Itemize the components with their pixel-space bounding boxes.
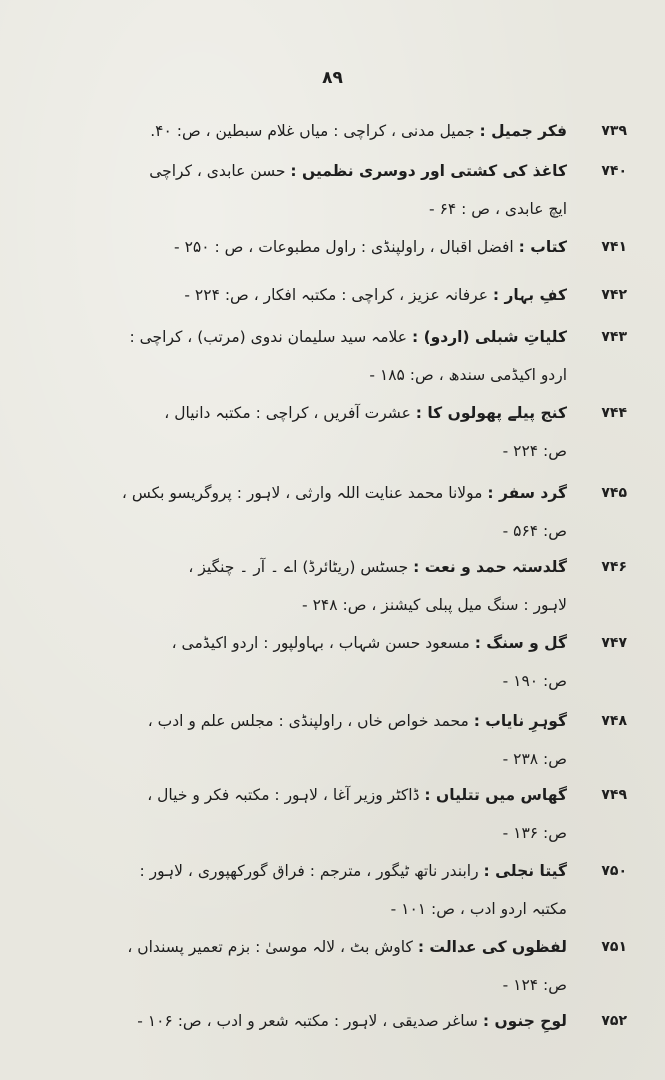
entry-line xyxy=(52,318,567,356)
entry-line xyxy=(52,776,567,814)
entry-continuation: ص: ۱۹۰ - xyxy=(502,672,567,690)
entry-details: رابندر ناتھ ٹیگور ، مترجم : فراق گورکھپوری ، لاہور : xyxy=(139,862,484,880)
entry-title: لفظوں کی عدالت : xyxy=(417,938,567,956)
entry-title: گوہرِ نایاب : xyxy=(473,712,567,730)
entry-title: کلیاتِ شبلی (اردو) : xyxy=(411,328,567,346)
entry-details: مسعود حسن شہاب ، بہاولپور : اردو اکیڈمی ، xyxy=(171,634,475,652)
entry-number: ۷۵۲ xyxy=(601,1013,627,1029)
entry-number: ۷۴۰ xyxy=(601,163,627,179)
entry-details: حسن عابدی ، کراچی xyxy=(149,162,291,180)
entry-continuation: ص: ۱۳۶ - xyxy=(502,824,567,842)
entry-details: ساغر صدیقی ، لاہور : مکتبہ شعر و ادب ، ص: ۱۰۶ - xyxy=(137,1012,483,1030)
entry-number: ۷۴۹ xyxy=(601,787,627,803)
entry-title: گل و سنگ : xyxy=(474,634,567,652)
entry-title: کتاب : xyxy=(518,238,567,256)
entry-line xyxy=(52,228,567,266)
entry-title: گیتا نجلی : xyxy=(483,862,567,880)
entry-title: گرد سفر : xyxy=(487,484,567,502)
entry-details: عرفانہ عزیز ، کراچی : مکتبہ افکار ، ص: ۲۲۴ - xyxy=(184,286,493,304)
entry-number: ۷۵۱ xyxy=(601,939,627,955)
entry-number: ۷۵۰ xyxy=(601,863,627,879)
entry-number: ۷۴۷ xyxy=(601,635,627,651)
entry-number: ۷۴۱ xyxy=(601,239,627,255)
entry-continuation: ص: ۲۲۴ - xyxy=(502,442,567,460)
entry-line xyxy=(52,928,567,966)
entry-details: جسٹس (ریٹائرڈ) اے ۔ آر ۔ چنگیز ، xyxy=(188,558,414,576)
entry-details: کاوش بٹ ، لالہ موسیٰ : بزم تعمیر پسنداں ، xyxy=(127,938,418,956)
entry-line xyxy=(52,624,567,662)
entry-details: مولانا محمد عنایت اللہ وارثی ، لاہور : پروگریسو بکس ، xyxy=(121,484,488,502)
page-number: ۸۹ xyxy=(322,68,343,88)
entry-number: ۷۴۵ xyxy=(601,485,627,501)
entry-title: کاغذ کی کشتی اور دوسری نظمیں : xyxy=(290,162,567,180)
entry-continuation: مکتبہ اردو ادب ، ص: ۱۰۱ - xyxy=(390,900,567,918)
entry-details: افضل اقبال ، راولپنڈی : راول مطبوعات ، ص : ۲۵۰ - xyxy=(174,238,519,256)
entry-details: عشرت آفریں ، کراچی : مکتبہ دانیال ، xyxy=(164,404,416,422)
entry-continuation: ایچ عابدی ، ص : ۶۴ - xyxy=(429,200,567,218)
entry-details: محمد خواص خاں ، راولپنڈی : مجلس علم و ادب ، xyxy=(147,712,474,730)
entry-line xyxy=(52,548,567,586)
entry-line xyxy=(52,112,567,150)
entry-title: لوحِ جنوں : xyxy=(482,1012,567,1030)
entry-number: ۷۳۹ xyxy=(601,123,627,139)
entry-details: علامہ سید سلیمان ندوی (مرتب) ، کراچی : xyxy=(129,328,412,346)
entry-title: کفِ بہار : xyxy=(492,286,567,304)
entry-title: گھاس میں تتلیاں : xyxy=(424,786,567,804)
entry-number: ۷۴۸ xyxy=(601,713,627,729)
entry-line xyxy=(52,852,567,890)
entry-continuation: ص: ۵۶۴ - xyxy=(502,522,567,540)
entry-continuation: ص: ۲۳۸ - xyxy=(502,750,567,768)
entry-number: ۷۴۲ xyxy=(601,287,627,303)
entry-number: ۷۴۴ xyxy=(601,405,627,421)
entry-title: فکر جمیل : xyxy=(479,122,567,140)
entry-number: ۷۴۶ xyxy=(601,559,627,575)
entry-line xyxy=(52,152,567,190)
entry-title: گلدستہ حمد و نعت : xyxy=(413,558,567,576)
entry-continuation: اردو اکیڈمی سندھ ، ص: ۱۸۵ - xyxy=(369,366,567,384)
entry-number: ۷۴۳ xyxy=(601,329,627,345)
entry-continuation: لاہور : سنگ میل پبلی کیشنز ، ص: ۲۴۸ - xyxy=(302,596,567,614)
entry-line xyxy=(52,394,567,432)
entry-line xyxy=(52,1002,567,1040)
entry-title: کنج پیلے پھولوں کا : xyxy=(415,404,567,422)
entry-line xyxy=(52,474,567,512)
entry-continuation: ص: ۱۲۴ - xyxy=(502,976,567,994)
entry-line xyxy=(52,702,567,740)
entry-line xyxy=(52,276,567,314)
entry-details: ڈاکٹر وزیر آغا ، لاہور : مکتبہ فکر و خیال ، xyxy=(147,786,425,804)
entry-details: جمیل مدنی ، کراچی : میاں غلام سبطین ، ص: ۴۰. xyxy=(150,122,480,140)
